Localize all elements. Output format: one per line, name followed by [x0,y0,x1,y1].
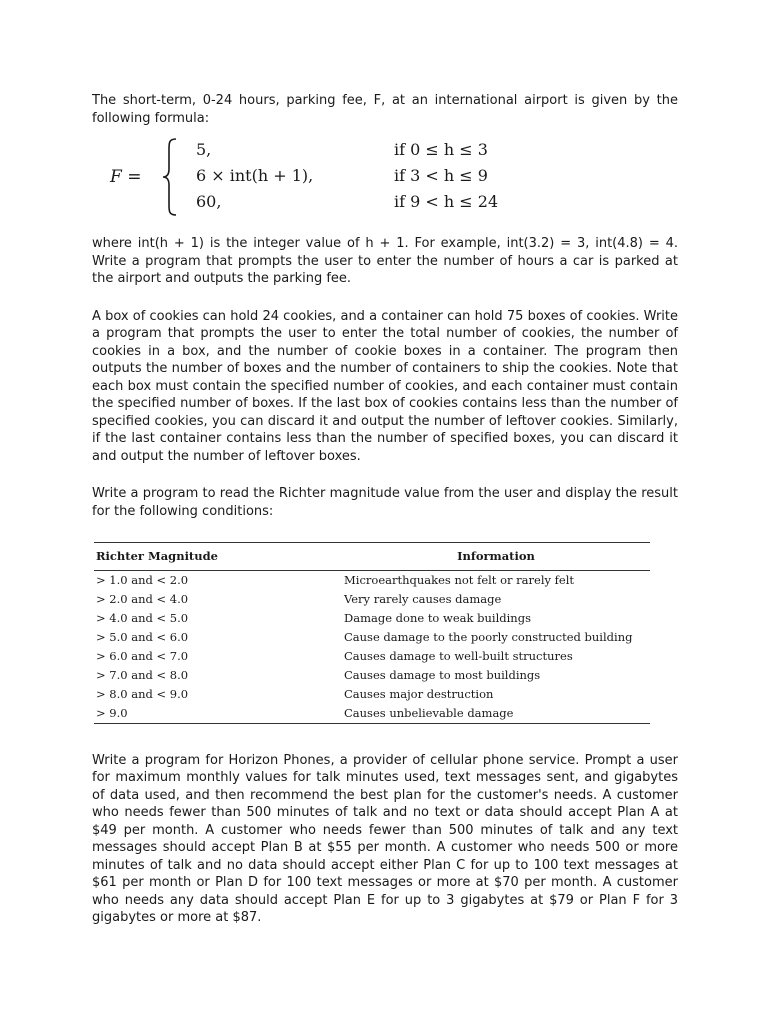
information-cell: Causes unbelievable damage [344,705,514,720]
formula-row-1-cond: if 0 ≤ h ≤ 3 [394,140,488,159]
magnitude-cell: > 2.0 and < 4.0 [96,591,189,606]
paragraph-cookies: A box of cookies can hold 24 cookies, and a container can hold 75 boxes of cookies. Write a program that prompts the user to enter the total number of cookies, the number of cookies in a box, and the number of cookie boxes in a container. The program then outputs the number of boxes and the number of containers to ship the cookies. Note that each box must contain the specified number of cookies, and each container must contain the specified number of boxes. If the last box of cookies contains less than the number of specified cookies, you can discard it and output the number of leftover cookies. Similarly, if the last container contains less than the number of specified boxes, you can discard it and output the number of leftover boxes. [92,308,678,464]
paragraph-parking-details: where int(h + 1) is the integer value of h + 1. For example, int(3.2) = 3, int(4.8) = 4. Write a program that prompts the user to enter the number of hours a car is parked at the airport and outputs the parking fee. [92,236,678,286]
magnitude-cell: > 8.0 and < 9.0 [96,686,189,701]
information-cell: Causes damage to most buildings [344,667,541,682]
magnitude-cell: > 5.0 and < 6.0 [96,629,189,644]
paragraph-parking-intro: The short-term, 0-24 hours, parking fee, F, at an international airport is given by the following formula: [92,93,678,126]
magnitude-cell: > 7.0 and < 8.0 [96,667,189,682]
information-cell: Causes major destruction [344,686,494,701]
left-brace-icon [160,137,180,217]
magnitude-cell: > 4.0 and < 5.0 [96,610,189,625]
formula-row-1-expr: 5, [196,140,212,159]
magnitude-cell: > 6.0 and < 7.0 [96,648,189,663]
header-information: Information [457,549,535,563]
information-cell: Causes damage to well-built structures [344,648,573,663]
magnitude-cell: > 1.0 and < 2.0 [96,572,189,587]
header-richter-magnitude: Richter Magnitude [96,549,218,563]
paragraph-horizon-phones: Write a program for Horizon Phones, a provider of cellular phone service. Prompt a user for maximum monthly values for talk minutes used, text messages sent, and gigabytes of data used, and then recommend the best plan for the customer's needs. A customer who needs fewer than 500 minutes of talk and no text or data should accept Plan A at $49 per month. A customer who needs fewer than 500 minutes of talk and any text messages should accept Plan B at $55 per month. A customer who needs 500 or more minutes of talk and no data should accept either Plan C for up to 100 text messages at $61 per month or Plan D for 100 text messages or more at $70 per month. A customer who needs any data should accept Plan E for up to 3 gigabytes at $79 or Plan F for 3 gigabytes or more at $87. [92,752,678,925]
information-cell: Very rarely causes damage [344,591,502,606]
document-page [92,92,678,927]
table-row [94,685,650,704]
formula-row-3-cond: if 9 < h ≤ 24 [394,192,499,211]
table-row [94,704,650,724]
paragraph-richter-intro: Write a program to read the Richter magnitude value from the user and display the result for the following conditions: [92,486,678,519]
table-row [94,570,650,590]
information-cell: Microearthquakes not felt or rarely felt [344,572,575,587]
richter-table [94,542,650,724]
table-row [94,609,650,628]
formula-row-3-expr: 60, [196,192,222,211]
formula-lhs: F = [110,167,142,187]
parking-fee-formula [92,137,678,223]
table-row [94,590,650,609]
formula-row-2-expr: 6 × int(h + 1), [196,166,314,185]
information-cell: Cause damage to the poorly constructed building [344,629,633,644]
table-header-row [94,543,650,571]
information-cell: Damage done to weak buildings [344,610,531,625]
table-row [94,628,650,647]
table-row [94,647,650,666]
table-row [94,666,650,685]
magnitude-cell: > 9.0 [96,705,128,720]
formula-row-2-cond: if 3 < h ≤ 9 [394,166,488,185]
